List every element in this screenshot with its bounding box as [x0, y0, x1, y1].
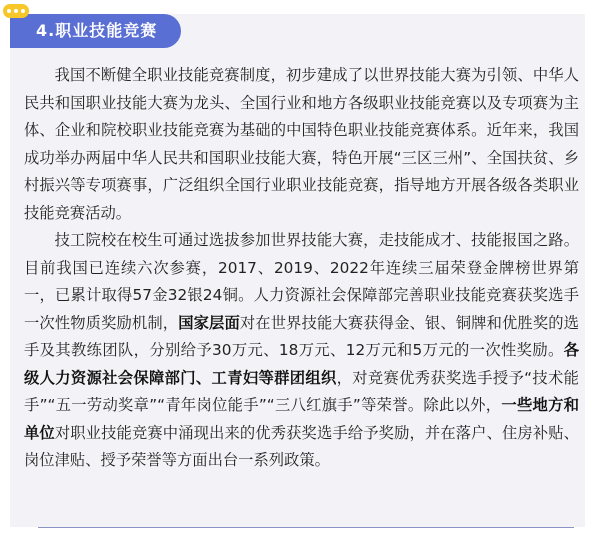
body-text — [24, 62, 579, 475]
text-segment: 技工院校在校生可通过选拔参加世界技能大赛，走技能成才、技能报国之路。目前我国已连续六次参赛，2017、2019、2022年连续三届荣登金牌榜世界第一，已累计取得57金32银24铜。人力资源社会保障部完善职业技能竞赛获奖选手一次性物质奖励机制， — [24, 231, 579, 332]
text-segment: 对在世界技能大赛获得金、银、铜牌和优胜奖的选手及其教练团队，分别给予30万元、18万元、12万元和5万元的一次性奖励。 — [24, 313, 579, 359]
ellipsis-badge-icon — [3, 4, 29, 18]
bottom-divider — [38, 527, 574, 528]
text-segment: 我国不断健全职业技能竞赛制度，初步建成了以世界技能大赛为引领、中华人民共和国职业技能大赛为龙头、全国行业和地方各级职业技能竞赛以及专项赛为主体、企业和院校职业技能竞赛为基础的中国特色职业技能竞赛体系。近年来，我国成功举办两届中华人民共和国职业技能大赛，特色开展“三区三州”、全国扶贫、乡村振兴等专项赛事，广泛组织全国行业职业技能竞赛，指导地方开展各级各类职业技能竞赛活动。 — [24, 66, 579, 222]
text-segment: ，对竞赛优秀获奖选手授予“技术能手”“五一劳动奖章”“青年岗位能手”“三八红旗手”等荣誉。除此以外， — [24, 368, 579, 414]
paragraph-2 — [24, 227, 579, 475]
bold-phrase: 国家层面 — [178, 313, 240, 332]
dot — [14, 9, 18, 13]
section-title-tab — [10, 14, 181, 48]
dot — [21, 9, 25, 13]
paragraph-1 — [24, 62, 579, 227]
bold-phrase: 一些地方和单位 — [24, 396, 579, 442]
section-title: 4.职业技能竞赛 — [36, 21, 158, 40]
dot — [7, 9, 11, 13]
bold-phrase: 各级人力资源社会保障部门、工青妇等群团组织 — [24, 341, 579, 387]
text-segment: 对职业技能竞赛中涌现出来的优秀获奖选手给予奖励，并在落户、住房补贴、岗位津贴、授予荣誉等方面出台一系列政策。 — [24, 423, 579, 469]
